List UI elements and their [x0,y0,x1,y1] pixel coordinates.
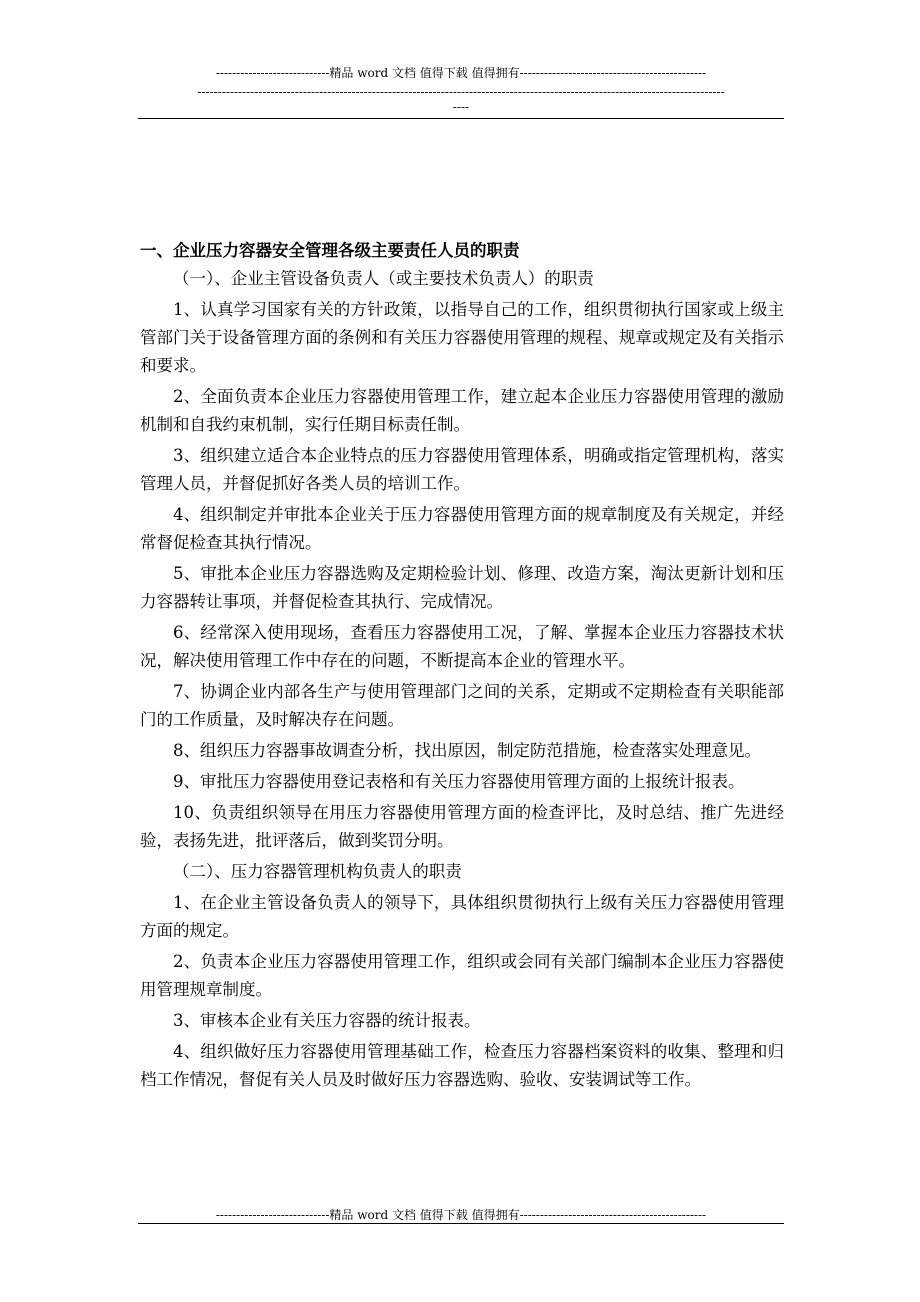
section1-item-3: 3、组织建立适合本企业特点的压力容器使用管理体系，明确或指定管理机构，落实管理人员，并督促抓好各类人员的培训工作。 [140,446,784,493]
section1-item-1: 1、认真学习国家有关的方针政策，以指导自己的工作，组织贯彻执行国家或上级主管部门关于设备管理方面的条例和有关压力容器使用管理的规程、规章或规定及有关指示和要求。 [140,300,784,375]
header-rule [138,118,784,119]
section2-title: （二）、压力容器管理机构负责人的职责 [173,862,462,881]
section1-item-6: 6、经常深入使用现场，查看压力容器使用工况，了解、掌握本企业压力容器技术状况，解决使用管理工作中存在的问题，不断提高本企业的管理水平。 [140,623,784,670]
section2-item-3: 3、审核本企业有关压力容器的统计报表。 [173,1011,481,1030]
footer-banner: ----------------------------精品 word 文档 值得下载 值得拥有---------------------------------------------- [215,1208,707,1222]
section1-item-9: 9、审批压力容器使用登记表格和有关压力容器使用管理方面的上报统计报表。 [173,772,745,791]
section2-item-4: 4、组织做好压力容器使用管理基础工作，检查压力容器档案资料的收集、整理和归档工作情况，督促有关人员及时做好压力容器选购、验收、安装调试等工作。 [140,1042,784,1089]
section1-item-10: 10、负责组织领导在用压力容器使用管理方面的检查评比，及时总结、推广先进经验，表扬先进，批评落后，做到奖罚分明。 [140,803,784,850]
header-dash-line: ---------------------------------------------------------------------------------------------------------------------------------- [197,85,725,99]
footer-rule [138,1223,784,1224]
section1-item-2: 2、全面负责本企业压力容器使用管理工作，建立起本企业压力容器使用管理的激励机制和自我约束机制，实行任期目标责任制。 [140,387,784,434]
section1-item-8: 8、组织压力容器事故调查分析，找出原因，制定防范措施，检查落实处理意见。 [173,741,761,760]
header-dash-tail: ---- [452,100,470,114]
section1-item-7: 7、协调企业内部各生产与使用管理部门之间的关系，定期或不定期检查有关职能部门的工作质量，及时解决存在问题。 [140,682,784,729]
section1-item-5: 5、审批本企业压力容器选购及定期检验计划、修理、改造方案，淘汰更新计划和压力容器转让事项，并督促检查其执行、完成情况。 [140,564,784,611]
section2-item-2: 2、负责本企业压力容器使用管理工作，组织或会同有关部门编制本企业压力容器使用管理规章制度。 [140,952,784,999]
section1-title: （一）、企业主管设备负责人（或主要技术负责人）的职责 [173,269,594,288]
document-title: 一、企业压力容器安全管理各级主要责任人员的职责 [140,241,520,260]
header-banner: ----------------------------精品 word 文档 值得下载 值得拥有---------------------------------------------- [215,66,707,80]
section1-item-4: 4、组织制定并审批本企业关于压力容器使用管理方面的规章制度及有关规定，并经常督促检查其执行情况。 [140,505,784,552]
document-body [140,237,784,1097]
section2-item-1: 1、在企业主管设备负责人的领导下，具体组织贯彻执行上级有关压力容器使用管理方面的规定。 [140,893,784,940]
